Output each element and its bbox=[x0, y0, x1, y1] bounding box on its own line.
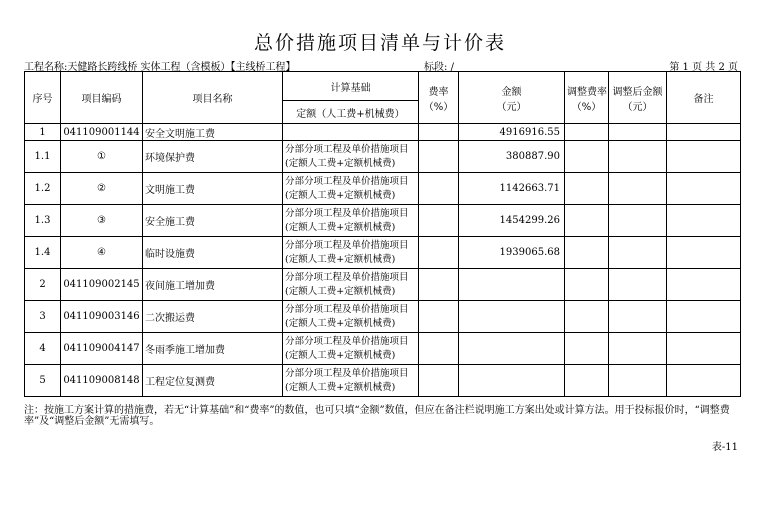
cell-seq: 3 bbox=[25, 301, 61, 333]
cell-basis: 分部分项工程及单价措施项目(定额人工费+定额机械费) bbox=[283, 141, 419, 173]
table-row bbox=[25, 124, 741, 141]
cell-name: 安全文明施工费 bbox=[143, 124, 283, 141]
cell-adj-rate bbox=[565, 237, 609, 269]
cell-seq: 1 bbox=[25, 124, 61, 141]
table-row bbox=[25, 365, 741, 397]
cell-remark bbox=[667, 333, 741, 365]
cell-basis: 分部分项工程及单价措施项目(定额人工费+定额机械费) bbox=[283, 301, 419, 333]
cell-seq: 4 bbox=[25, 333, 61, 365]
cell-seq: 5 bbox=[25, 365, 61, 397]
table-number: 表-11 bbox=[711, 442, 738, 453]
cell-adj-amount bbox=[609, 124, 667, 141]
col-name: 项目名称 bbox=[143, 72, 283, 124]
col-adj-amount: 调整后金额 （元） bbox=[609, 72, 667, 124]
measures-table bbox=[24, 71, 741, 397]
cell-adj-rate bbox=[565, 269, 609, 301]
cell-code: ④ bbox=[61, 237, 143, 269]
cell-seq: 1.1 bbox=[25, 141, 61, 173]
cell-amount bbox=[459, 269, 565, 301]
section-value: / bbox=[450, 62, 454, 73]
cell-name: 工程定位复测费 bbox=[143, 365, 283, 397]
col-basis: 计算基础 bbox=[283, 72, 419, 101]
col-remark: 备注 bbox=[667, 72, 741, 124]
cell-rate bbox=[419, 237, 459, 269]
cell-remark bbox=[667, 269, 741, 301]
cell-seq: 1.4 bbox=[25, 237, 61, 269]
cell-rate bbox=[419, 124, 459, 141]
cell-adj-rate bbox=[565, 205, 609, 237]
cell-adj-rate bbox=[565, 333, 609, 365]
cell-seq: 2 bbox=[25, 269, 61, 301]
cell-remark bbox=[667, 237, 741, 269]
cell-basis: 分部分项工程及单价措施项目(定额人工费+定额机械费) bbox=[283, 205, 419, 237]
cell-remark bbox=[667, 124, 741, 141]
cell-name: 环境保护费 bbox=[143, 141, 283, 173]
cell-remark bbox=[667, 141, 741, 173]
cell-name: 冬雨季施工增加费 bbox=[143, 333, 283, 365]
cell-adj-rate bbox=[565, 124, 609, 141]
table-row bbox=[25, 173, 741, 205]
page-title: 总价措施项目清单与计价表 bbox=[253, 32, 506, 54]
cell-code: 041109004147 bbox=[61, 333, 143, 365]
cell-adj-amount bbox=[609, 237, 667, 269]
cell-basis: 分部分项工程及单价措施项目(定额人工费+定额机械费) bbox=[283, 173, 419, 205]
cell-adj-rate bbox=[565, 301, 609, 333]
table-row bbox=[25, 269, 741, 301]
cell-name: 夜间施工增加费 bbox=[143, 269, 283, 301]
cell-adj-amount bbox=[609, 173, 667, 205]
cell-amount: 1142663.71 bbox=[459, 173, 565, 205]
cell-code: 041109008148 bbox=[61, 365, 143, 397]
col-amount: 金额 （元） bbox=[459, 72, 565, 124]
cell-basis bbox=[283, 124, 419, 141]
cell-basis: 分部分项工程及单价措施项目(定额人工费+定额机械费) bbox=[283, 365, 419, 397]
project-name: 天健路长跨线桥 实体工程（含模板）【主线桥工程】 bbox=[67, 62, 296, 73]
cell-code: 041109003146 bbox=[61, 301, 143, 333]
cell-name: 临时设施费 bbox=[143, 237, 283, 269]
cell-remark bbox=[667, 205, 741, 237]
cell-code: 041109001144 bbox=[61, 124, 143, 141]
table-note: 注：按施工方案计算的措施费，若无“计算基础”和“费率”的数值，也可只填“金额”数值，但应在备注栏说明施工方案出处或计算方法。用于投标报价时，“调整费率”及“调整后金额”无需填写。 bbox=[24, 405, 730, 427]
cell-amount bbox=[459, 333, 565, 365]
cell-code: 041109002145 bbox=[61, 269, 143, 301]
cell-basis: 分部分项工程及单价措施项目(定额人工费+定额机械费) bbox=[283, 333, 419, 365]
cell-amount: 380887.90 bbox=[459, 141, 565, 173]
col-code: 项目编码 bbox=[61, 72, 143, 124]
cell-remark bbox=[667, 365, 741, 397]
section-label: 标段: bbox=[424, 62, 448, 73]
cell-code: ① bbox=[61, 141, 143, 173]
cell-rate bbox=[419, 301, 459, 333]
cell-rate bbox=[419, 333, 459, 365]
cell-adj-amount bbox=[609, 269, 667, 301]
page-indicator: 第 1 页 共 2 页 bbox=[669, 62, 738, 73]
col-adj-rate: 调整费率 （%） bbox=[565, 72, 609, 124]
col-rate: 费率 （%） bbox=[419, 72, 459, 124]
project-label: 工程名称: bbox=[24, 62, 68, 73]
cell-basis: 分部分项工程及单价措施项目(定额人工费+定额机械费) bbox=[283, 269, 419, 301]
table-row bbox=[25, 205, 741, 237]
cell-remark bbox=[667, 173, 741, 205]
cell-amount bbox=[459, 301, 565, 333]
cell-code: ③ bbox=[61, 205, 143, 237]
col-seq: 序号 bbox=[25, 72, 61, 124]
cell-basis: 分部分项工程及单价措施项目(定额人工费+定额机械费) bbox=[283, 237, 419, 269]
cell-adj-rate bbox=[565, 141, 609, 173]
cell-name: 安全施工费 bbox=[143, 205, 283, 237]
cell-rate bbox=[419, 365, 459, 397]
table-row bbox=[25, 333, 741, 365]
header-row bbox=[25, 72, 741, 101]
cell-rate bbox=[419, 205, 459, 237]
cell-amount: 4916916.55 bbox=[459, 124, 565, 141]
cell-adj-rate bbox=[565, 365, 609, 397]
cell-rate bbox=[419, 269, 459, 301]
cell-amount: 1939065.68 bbox=[459, 237, 565, 269]
cell-seq: 1.3 bbox=[25, 205, 61, 237]
cell-adj-rate bbox=[565, 173, 609, 205]
cell-name: 文明施工费 bbox=[143, 173, 283, 205]
cell-adj-amount bbox=[609, 333, 667, 365]
cell-amount: 1454299.26 bbox=[459, 205, 565, 237]
cell-seq: 1.2 bbox=[25, 173, 61, 205]
cell-remark bbox=[667, 301, 741, 333]
cell-rate bbox=[419, 173, 459, 205]
table-row bbox=[25, 301, 741, 333]
table-row bbox=[25, 141, 741, 173]
cell-amount bbox=[459, 365, 565, 397]
cell-adj-amount bbox=[609, 365, 667, 397]
cell-rate bbox=[419, 141, 459, 173]
table-row bbox=[25, 237, 741, 269]
cell-code: ② bbox=[61, 173, 143, 205]
cell-name: 二次搬运费 bbox=[143, 301, 283, 333]
cell-adj-amount bbox=[609, 205, 667, 237]
cell-adj-amount bbox=[609, 301, 667, 333]
col-basis-sub: 定额（人工费+机械费） bbox=[283, 101, 419, 124]
cell-adj-amount bbox=[609, 141, 667, 173]
